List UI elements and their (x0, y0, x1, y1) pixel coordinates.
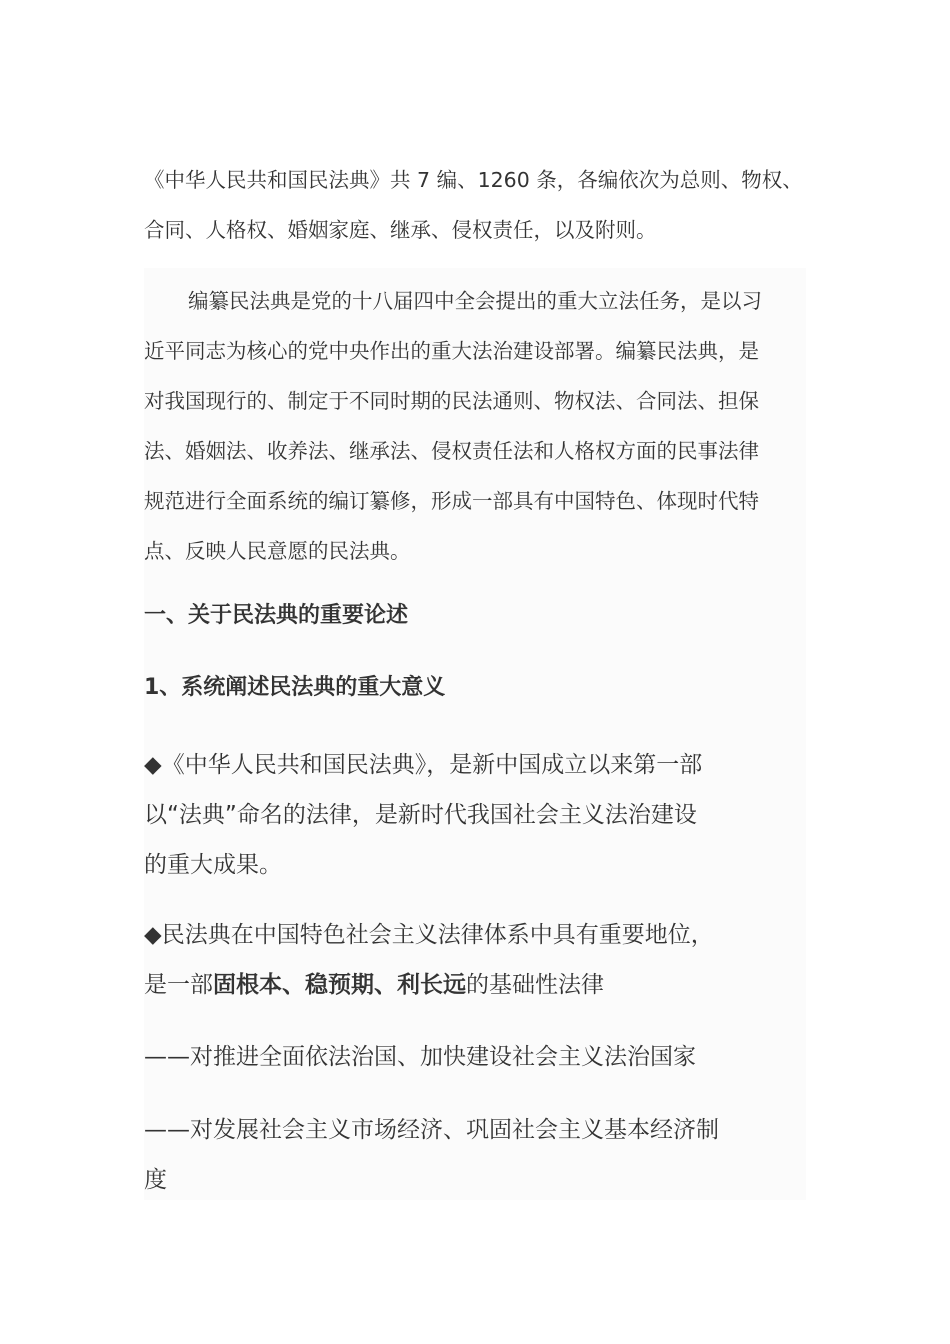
point2-prefix: 是一部 (144, 972, 213, 998)
intro-line-1: 《中华人民共和国民法典》共 7 编、1260 条，各编依次为总则、物权、 (144, 168, 803, 192)
paragraph-line-4: 法、婚姻法、收养法、继承法、侵权责任法和人格权方面的民事法律 (144, 439, 759, 463)
point1-line-2: 以“法典”命名的法律，是新时代我国社会主义法治建设 (144, 802, 697, 828)
point2-suffix: 的基础性法律 (466, 972, 604, 998)
dash2-line-1: ——对发展社会主义市场经济、巩固社会主义基本经济制 (144, 1117, 719, 1143)
point2-line-1: ◆民法典在中国特色社会主义法律体系中具有重要地位， (144, 922, 714, 948)
paragraph-line-2: 近平同志为核心的党中央作出的重大法治建设部署。编纂民法典，是 (144, 339, 759, 363)
point2-line-2 (144, 960, 814, 1010)
paragraph-line-1: 编纂民法典是党的十八届四中全会提出的重大立法任务，是以习 (188, 289, 762, 313)
point1-line-1: ◆《中华人民共和国民法典》，是新中国成立以来第一部 (144, 752, 703, 778)
paragraph-line-3: 对我国现行的、制定于不同时期的民法通则、物权法、合同法、担保 (144, 389, 759, 413)
intro-line-2: 合同、人格权、婚姻家庭、继承、侵权责任，以及附则。 (144, 218, 657, 242)
paragraph-line-5: 规范进行全面系统的编订纂修，形成一部具有中国特色、体现时代特 (144, 489, 759, 513)
paragraph-line-6: 点、反映人民意愿的民法典。 (144, 539, 411, 563)
point-first-code (144, 740, 814, 890)
dash1-line: ——对推进全面依法治国、加快建设社会主义法治国家 (144, 1044, 696, 1070)
dash-item-rule-of-law (144, 1032, 814, 1082)
point-important-status (144, 910, 814, 1010)
dash2-line-2: 度 (144, 1167, 167, 1193)
dash-item-market-economy (144, 1105, 814, 1205)
intro-paragraph (144, 155, 824, 255)
point2-emphasis: 固根本、稳预期、利长远 (213, 972, 466, 998)
section-heading: 一、关于民法典的重要论述 (144, 603, 409, 628)
subsection-heading: 1、系统阐述民法典的重大意义 (144, 675, 446, 700)
point1-line-3: 的重大成果。 (144, 852, 282, 878)
codification-paragraph (144, 276, 806, 576)
